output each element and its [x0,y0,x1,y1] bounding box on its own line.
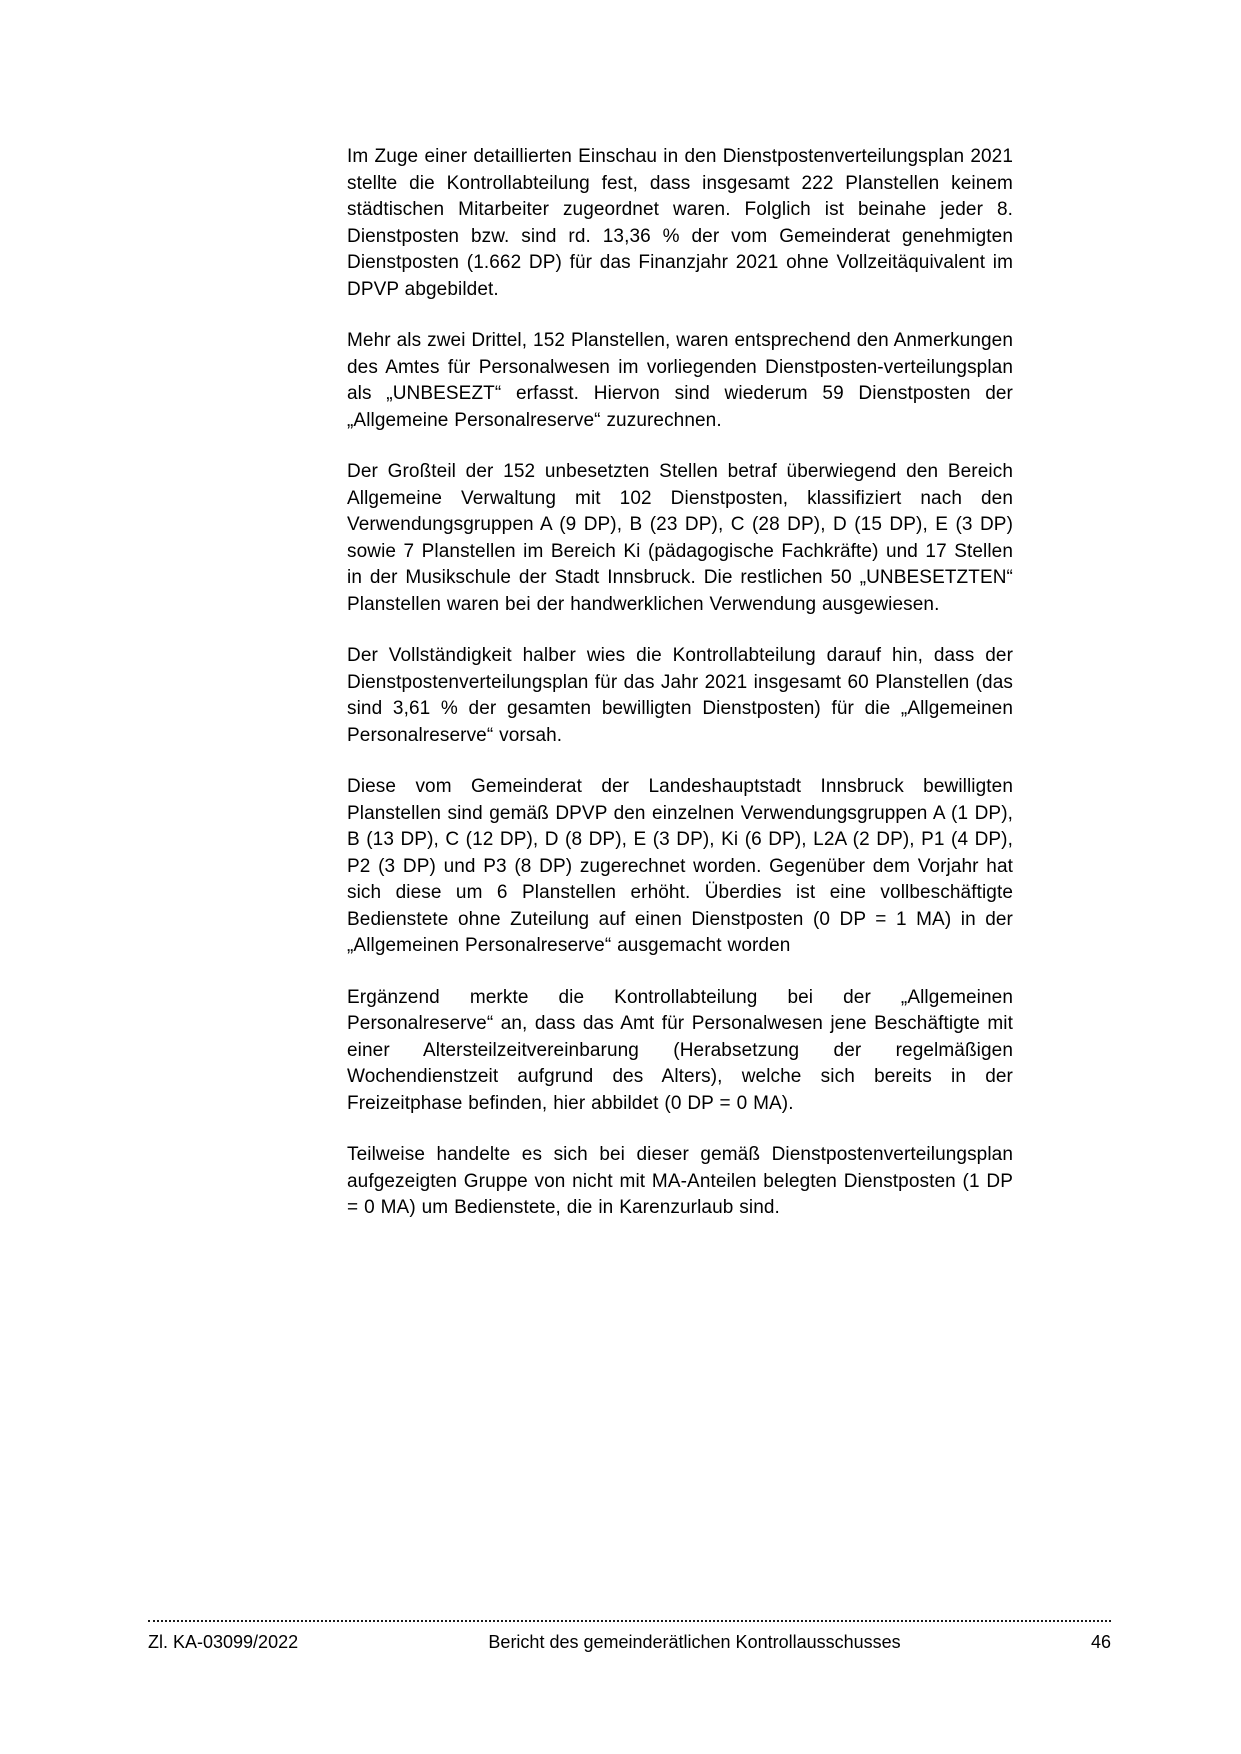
footer-report-title: Bericht des gemeinderätlichen Kontrollausschusses [488,1632,901,1652]
body-paragraph-4: Der Vollständigkeit halber wies die Kontrollabteilung darauf hin, dass der Dienstpostenverteilungsplan für das Jahr 2021 insgesamt 60 Planstellen (das sind 3,61 % der gesamten bewilligten Dienstposten) für die „Allgemeinen Personalreserve“ vorsah. [347,645,1013,746]
page-footer [148,1631,1111,1653]
body-paragraph-7: Teilweise handelte es sich bei dieser gemäß Dienstpostenverteilungsplan aufgezeigten Gruppe von nicht mit MA-Anteilen belegten Dienstposten (1 DP = 0 MA) um Bedienstete, die in Karenzurlaub sind. [347,1144,1013,1218]
body-paragraph-3: Der Großteil der 152 unbesetzten Stellen betraf überwiegend den Bereich Allgemeine Verwaltung mit 102 Dienstposten, klassifiziert nach den Verwendungsgruppen A (9 DP), B (23 DP), C (28 DP), D (15 DP), E (3 DP) sowie 7 Planstellen im Bereich Ki (pädagogische Fachkräfte) und 17 Stellen in der Musikschule der Stadt Innsbruck. Die restlichen 50 „UNBESETZTEN“ Planstellen waren bei der handwerklichen Verwendung ausgewiesen. [347,461,1013,615]
page-content [347,144,1013,1247]
footer-divider [148,1620,1111,1622]
body-paragraph-1: Im Zuge einer detaillierten Einschau in den Dienstpostenverteilungsplan 2021 stellte die Kontrollabteilung fest, dass insgesamt 222 Planstellen keinem städtischen Mitarbeiter zugeordnet waren. Folglich ist beinahe jeder 8. Dienstposten bzw. sind rd. 13,36 % der vom Gemeinderat genehmigten Dienstposten (1.662 DP) für das Finanzjahr 2021 ohne Vollzeitäquivalent im DPVP abgebildet. [347,146,1013,300]
footer-reference-number: Zl. KA-03099/2022 [148,1632,299,1652]
footer-page-number: 46 [1090,1632,1111,1652]
body-paragraph-5: Diese vom Gemeinderat der Landeshauptstadt Innsbruck bewilligten Planstellen sind gemäß DPVP den einzelnen Verwendungsgruppen A (1 DP), B (13 DP), C (12 DP), D (8 DP), E (3 DP), Ki (6 DP), L2A (2 DP), P1 (4 DP), P2 (3 DP) und P3 (8 DP) zugerechnet worden. Gegenüber dem Vorjahr hat sich diese um 6 Planstellen erhöht. Überdies ist eine vollbeschäftigte Bedienstete ohne Zuteilung auf einen Dienstposten (0 DP = 1 MA) in der „Allgemeinen Personalreserve“ ausgemacht worden [347,776,1013,956]
body-paragraph-6: Ergänzend merkte die Kontrollabteilung bei der „Allgemeinen Personalreserve“ an, dass das Amt für Personalwesen jene Beschäftigte mit einer Altersteilzeitvereinbarung (Herabsetzung der regelmäßigen Wochendienstzeit aufgrund des Alters), welche sich bereits in der Freizeitphase befinden, hier abbildet (0 DP = 0 MA). [347,986,1013,1114]
body-paragraph-2: Mehr als zwei Drittel, 152 Planstellen, waren entsprechend den Anmerkungen des Amtes für Personalwesen im vorliegenden Dienstposten-verteilungsplan als „UNBESEZT“ erfasst. Hiervon sind wiederum 59 Dienstposten der „Allgemeine Personalreserve“ zuzurechnen. [347,330,1013,431]
